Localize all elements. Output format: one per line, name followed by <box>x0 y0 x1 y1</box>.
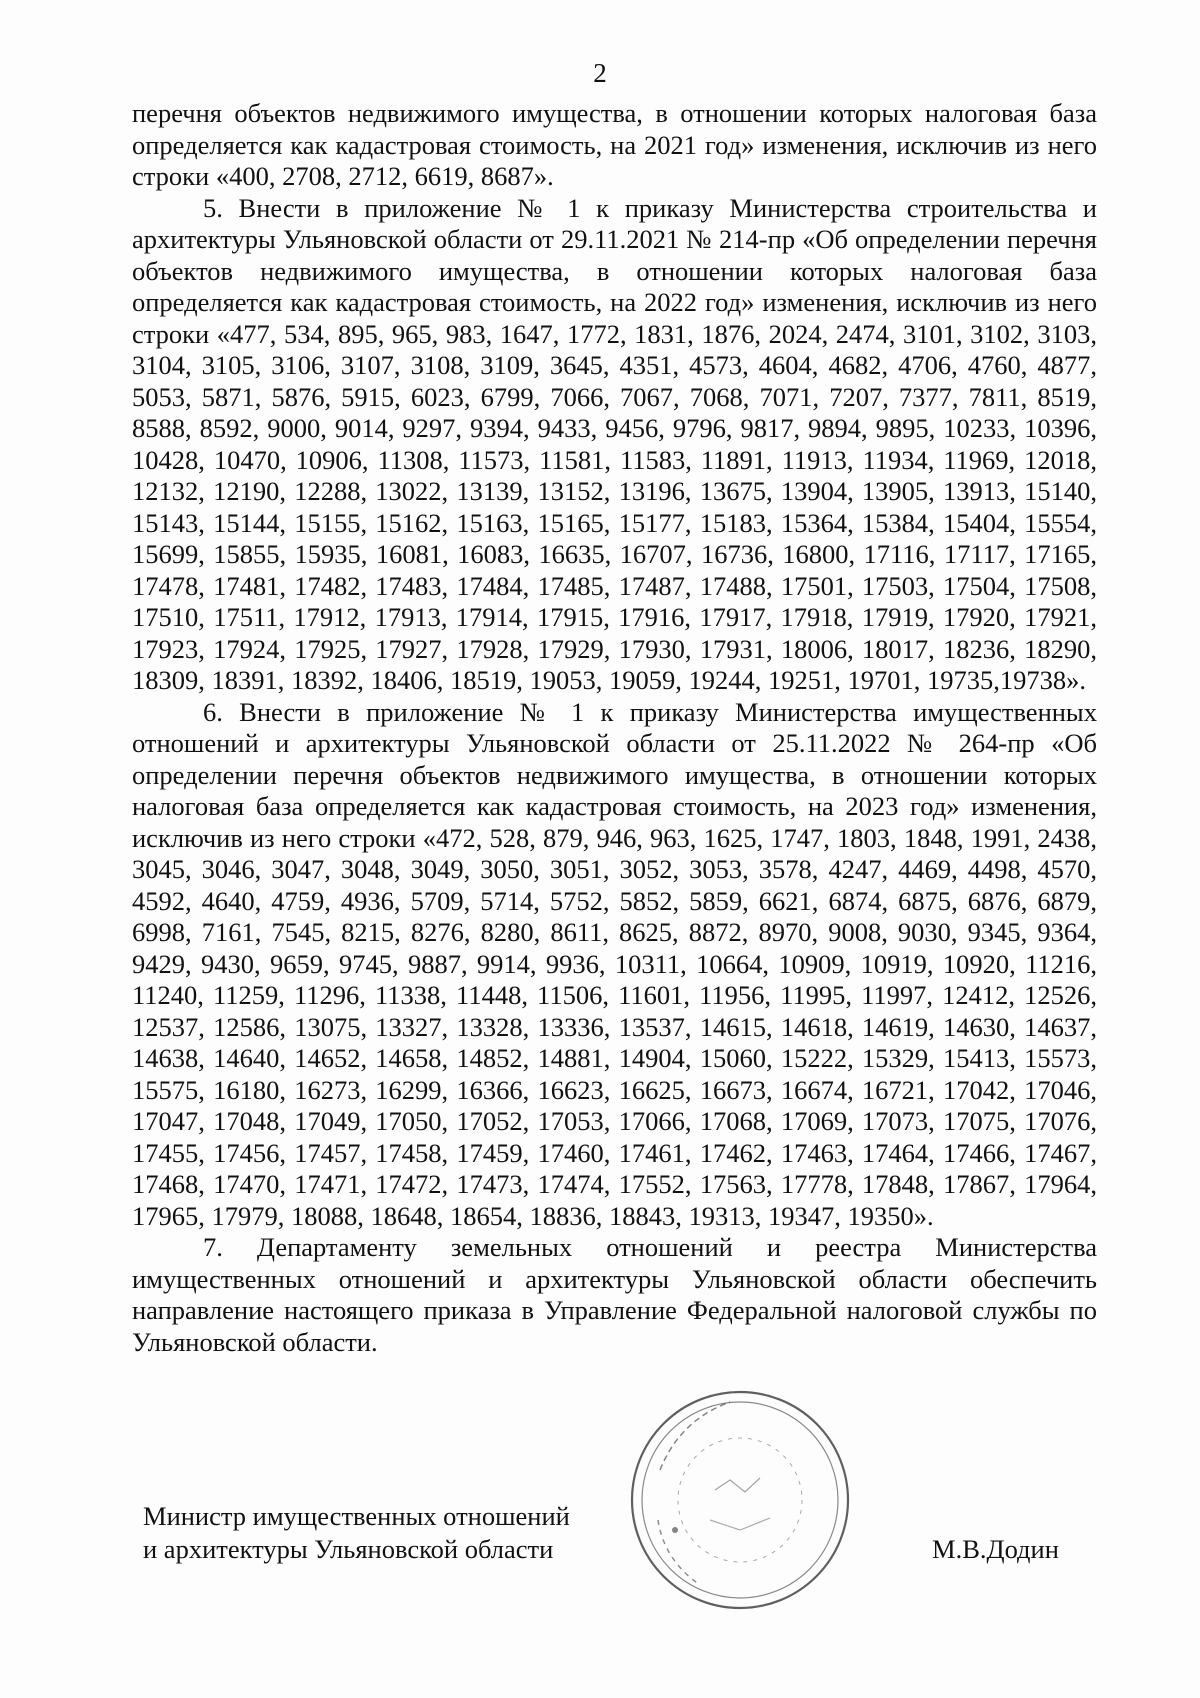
signatory-name: М.В.Додин <box>932 1534 1059 1564</box>
paragraph-item-6: 6. Внести в приложение № 1 к приказу Министерства имущественных отношений и архитектуры Ульяновской области от 25.11.2022 № 264-пр «Об определении перечня объектов недвижимого имущества, в отношении которых налоговая база определяется как кадастровая стоимость, на 2023 год» изменения, исключив из него строки «472, 528, 879, 946, 963, 1625, 1747, 1803, 1848, 1991, 2438, 3045, 3046, 3047, 3048, 3049, 3050, 3051, 3052, 3053, 3578, 4247, 4469, 4498, 4570, 4592, 4640, 4759, 4936, 5709, 5714, 5752, 5852, 5859, 6621, 6874, 6875, 6876, 6879, 6998, 7161, 7545, 8215, 8276, 8280, 8611, 8625, 8872, 8970, 9008, 9030, 9345, 9364, 9429, 9430, 9659, 9745, 9887, 9914, 9936, 10311, 10664, 10909, 10919, 10920, 11216, 11240, 11259, 11296, 11338, 11448, 11506, 11601, 11956, 11995, 11997, 12412, 12526, 12537, 12586, 13075, 13327, 13328, 13336, 13537, 14615, 14618, 14619, 14630, 14637, 14638, 14640, 14652, 14658, 14852, 14881, 14904, 15060, 15222, 15329, 15413, 15573, 15575, 16180, 16273, 16299, 16366, 16623, 16625, 16673, 16674, 16721, 17042, 17046, 17047, 17048, 17049, 17050, 17052, 17053, 17066, 17068, 17069, 17073, 17075, 17076, 17455, 17456, 17457, 17458, 17459, 17460, 17461, 17462, 17463, 17464, 17466, 17467, 17468, 17470, 17471, 17472, 17473, 17474, 17552, 17563, 17778, 17848, 17867, 17964, 17965, 17979, 18088, 18648, 18654, 18836, 18843, 19313, 19347, 19350». <box>132 696 1097 1231</box>
paragraph-item-7: 7. Департаменту земельных отношений и реестра Министерства имущественных отношений и архитектуры Ульяновской области обеспечить направление настоящего приказа в Управление Федеральной налоговой службы по Ульяновской области. <box>132 1232 1097 1357</box>
paragraph-continuation: перечня объектов недвижимого имущества, в отношении которых налоговая база определяется как кадастровая стоимость, на 2021 год» изменения, исключив из него строки «400, 2708, 2712, 6619, 8687». <box>132 98 1097 191</box>
signatory-position-line-2: и архитектуры Ульяновской области <box>143 1534 554 1564</box>
document-body <box>132 98 1097 1358</box>
page-number: 2 <box>593 58 607 88</box>
paragraph-item-5: 5. Внести в приложение № 1 к приказу Министерства строительства и архитектуры Ульяновской области от 29.11.2021 № 214-пр «Об определении перечня объектов недвижимого имущества, в отношении которых налоговая база определяется как кадастровая стоимость, на 2022 год» изменения, исключив из него строки «477, 534, 895, 965, 983, 1647, 1772, 1831, 1876, 2024, 2474, 3101, 3102, 3103, 3104, 3105, 3106, 3107, 3108, 3109, 3645, 4351, 4573, 4604, 4682, 4706, 4760, 4877, 5053, 5871, 5876, 5915, 6023, 6799, 7066, 7067, 7068, 7071, 7207, 7377, 7811, 8519, 8588, 8592, 9000, 9014, 9297, 9394, 9433, 9456, 9796, 9817, 9894, 9895, 10233, 10396, 10428, 10470, 10906, 11308, 11573, 11581, 11583, 11891, 11913, 11934, 11969, 12018, 12132, 12190, 12288, 13022, 13139, 13152, 13196, 13675, 13904, 13905, 13913, 15140, 15143, 15144, 15155, 15162, 15163, 15165, 15177, 15183, 15364, 15384, 15404, 15554, 15699, 15855, 15935, 16081, 16083, 16635, 16707, 16736, 16800, 17116, 17117, 17165, 17478, 17481, 17482, 17483, 17484, 17485, 17487, 17488, 17501, 17503, 17504, 17508, 17510, 17511, 17912, 17913, 17914, 17915, 17916, 17917, 17918, 17919, 17920, 17921, 17923, 17924, 17925, 17927, 17928, 17929, 17930, 17931, 18006, 18017, 18236, 18290, 18309, 18391, 18392, 18406, 18519, 19053, 19059, 19244, 19251, 19701, 19735,19738». <box>132 192 1097 695</box>
signatory-position-line-1: Министр имущественных отношений <box>143 1501 570 1531</box>
signatory-position <box>143 1500 613 1566</box>
signature-block <box>0 1500 1200 1620</box>
